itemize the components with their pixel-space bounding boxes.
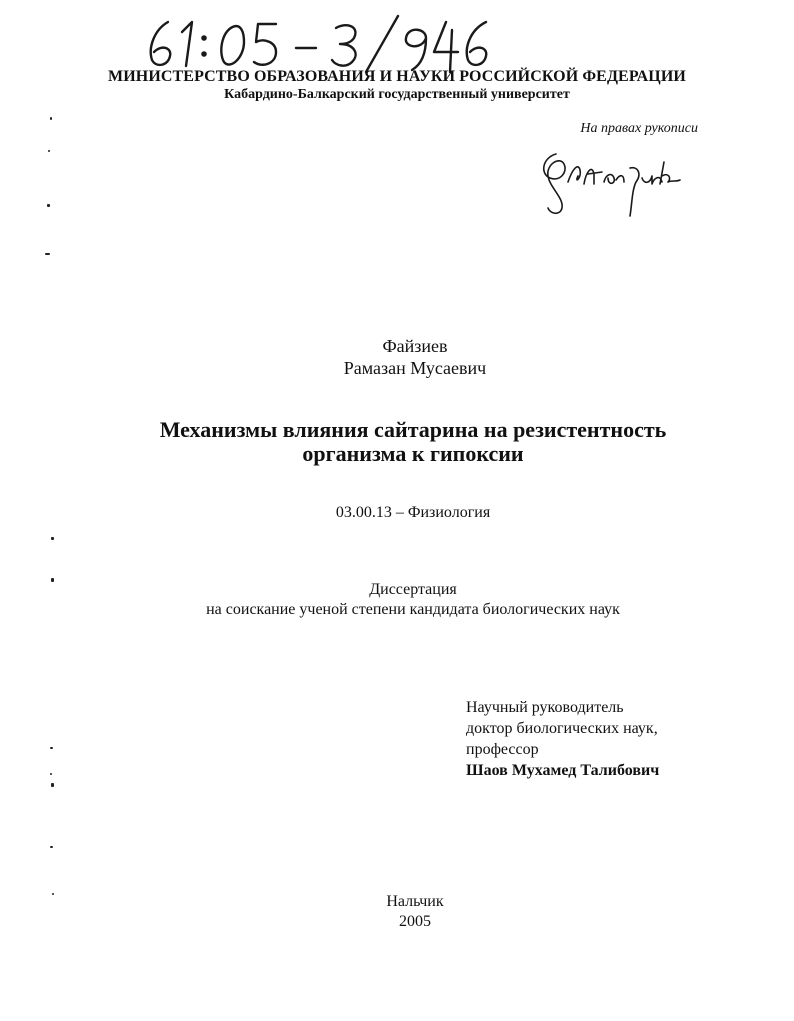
author-surname: Файзиев [382, 336, 448, 356]
scan-speck [50, 773, 52, 775]
scan-speck [48, 150, 50, 152]
scan-speck [47, 204, 50, 207]
signature-icon [534, 148, 684, 220]
scan-speck [50, 117, 52, 120]
publication-place [0, 892, 794, 932]
scan-speck [51, 783, 54, 787]
dissertation-label: Диссертация [369, 581, 457, 598]
supervisor-block [466, 697, 659, 781]
scan-speck [50, 846, 53, 848]
city-name: Нальчик [386, 893, 444, 910]
author-signature [534, 148, 684, 220]
publication-year: 2005 [399, 913, 431, 930]
supervisor-title: профессор [466, 741, 539, 758]
supervisor-name: Шаов Мухамед Талибович [466, 762, 660, 779]
title-line-1: Механизмы влияния сайтарина на резистентность [159, 417, 667, 442]
scan-speck [45, 253, 50, 255]
specialty-code: 03.00.13 – Физиология [335, 504, 491, 521]
supervisor-role: Научный руководитель [466, 699, 624, 716]
supervisor-degree: доктор биологических наук, [466, 720, 658, 737]
ministry-heading: МИНИСТЕРСТВО ОБРАЗОВАНИЯ И НАУКИ РОССИЙСКОЙ ФЕДЕРАЦИИ [108, 68, 686, 85]
dissertation-purpose: на соискание ученой степени кандидата биологических наук [206, 601, 620, 618]
scan-speck [51, 537, 54, 540]
scan-speck [50, 747, 53, 749]
manuscript-rights-note: На правах рукописи [580, 121, 698, 136]
university-name: Кабардино-Балкарский государственный университет [224, 87, 570, 102]
dissertation-title [0, 418, 794, 466]
author-given-name: Рамазан Мусаевич [343, 358, 487, 378]
title-line-2: организма к гипоксии [302, 441, 524, 466]
